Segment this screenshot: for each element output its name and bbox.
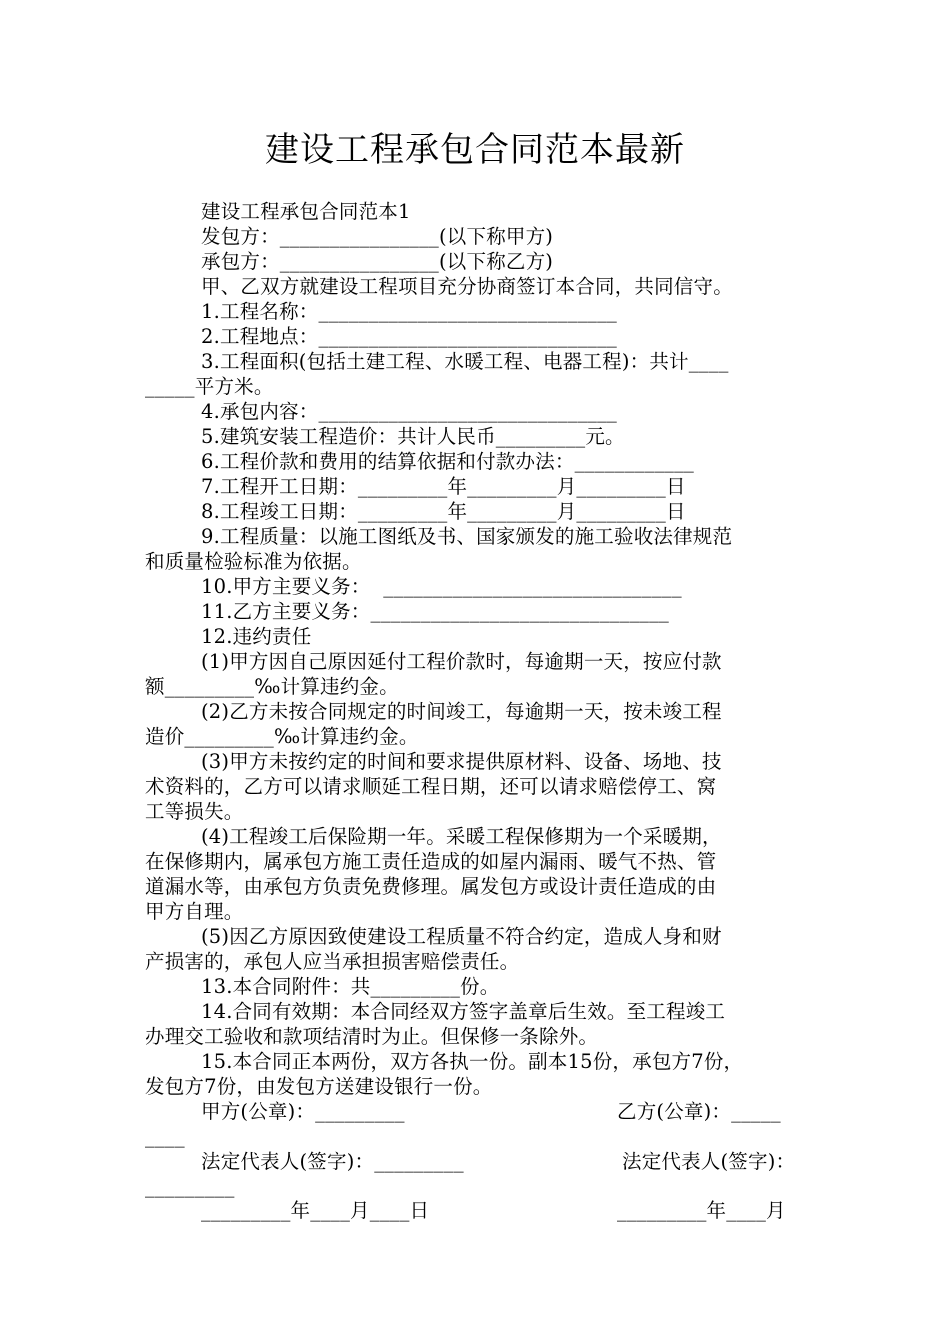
clause-12: 12.违约责任 xyxy=(201,625,312,648)
clause-12-2: (2)乙方未按合同规定的时间竣工，每逾期一天，按未竣工程 xyxy=(201,700,722,723)
clause-8: 8.工程竣工日期：_________年_________月_________日 xyxy=(201,500,686,523)
clause-13: 13.本合同附件：共_________份。 xyxy=(201,975,500,998)
party-b-date: _________年____月 xyxy=(617,1199,786,1222)
clause-10: 10.甲方主要义务： ______________________________ xyxy=(201,575,682,598)
clause-15-cont: 发包方7份，由发包方送建设银行一份。 xyxy=(145,1075,493,1098)
preamble-line: 甲、乙双方就建设工程项目充分协商签订本合同，共同信守。 xyxy=(201,275,733,298)
party-a-date: _________年____月____日 xyxy=(201,1199,430,1222)
contractor-line: 承包方：________________(以下称乙方) xyxy=(201,250,554,273)
clause-14-cont: 办理交工验收和款项结清时为止。但保修一条除外。 xyxy=(145,1025,599,1048)
party-b-representative-cont: _________ xyxy=(145,1175,235,1198)
clause-12-1: (1)甲方因自己原因延付工程价款时，每逾期一天，按应付款 xyxy=(201,650,722,673)
clause-1: 1.工程名称：______________________________ xyxy=(201,300,618,323)
clause-3: 3.工程面积(包括土建工程、水暖工程、电器工程)：共计____ xyxy=(201,350,729,373)
clause-12-4: (4)工程竣工后保险期一年。采暖工程保修期为一个采暖期， xyxy=(201,825,722,848)
clause-12-4-cont-3: 甲方自理。 xyxy=(145,900,244,923)
clause-12-1-cont: 额_________‰计算违约金。 xyxy=(145,675,399,698)
clause-12-5-cont: 产损害的，承包人应当承担损害赔偿责任。 xyxy=(145,950,520,973)
clause-9: 9.工程质量：以施工图纸及书、国家颁发的施工验收法律规范 xyxy=(201,525,733,548)
contract-heading: 建设工程承包合同范本1 xyxy=(201,200,411,223)
clause-12-3: (3)甲方未按约定的时间和要求提供原材料、设备、场地、技 xyxy=(201,750,722,773)
clause-2: 2.工程地点：______________________________ xyxy=(201,325,618,348)
clause-12-4-cont-1: 在保修期内，属承包方施工责任造成的如屋内漏雨、暖气不热、管 xyxy=(145,850,717,873)
clause-5: 5.建筑安装工程造价：共计人民币_________元。 xyxy=(201,425,625,448)
clause-12-4-cont-2: 道漏水等，由承包方负责免费修理。属发包方或设计责任造成的由 xyxy=(145,875,717,898)
clause-9-cont: 和质量检验标准为依据。 xyxy=(145,550,362,573)
clause-12-3-cont-1: 术资料的，乙方可以请求顺延工程日期，还可以请求赔偿停工、窝 xyxy=(145,775,717,798)
clause-7: 7.工程开工日期：_________年_________月_________日 xyxy=(201,475,686,498)
clause-11: 11.乙方主要义务：______________________________ xyxy=(201,600,670,623)
clause-12-3-cont-2: 工等损失。 xyxy=(145,800,244,823)
clause-15: 15.本合同正本两份，双方各执一份。副本15份，承包方7份， xyxy=(201,1050,744,1073)
clause-12-5: (5)因乙方原因致使建设工程质量不符合约定，造成人身和财 xyxy=(201,925,722,948)
clause-4: 4.承包内容：______________________________ xyxy=(201,400,618,423)
clause-3-cont: _____平方米。 xyxy=(145,375,274,398)
clause-14: 14.合同有效期：本合同经双方签字盖章后生效。至工程竣工 xyxy=(201,1000,726,1023)
clause-12-2-cont: 造价_________‰计算违约金。 xyxy=(145,725,419,748)
party-a-representative: 法定代表人(签字)：_________ xyxy=(201,1150,464,1173)
party-b-representative: 法定代表人(签字)： xyxy=(622,1150,796,1173)
document-title: 建设工程承包合同范本最新 xyxy=(265,130,685,170)
party-b-seal-cont: ____ xyxy=(145,1125,185,1148)
party-b-seal: 乙方(公章)：_____ xyxy=(617,1100,781,1123)
clause-6: 6.工程价款和费用的结算依据和付款办法：____________ xyxy=(201,450,695,473)
party-a-seal: 甲方(公章)：_________ xyxy=(201,1100,405,1123)
employer-line: 发包方：________________(以下称甲方) xyxy=(201,225,554,248)
